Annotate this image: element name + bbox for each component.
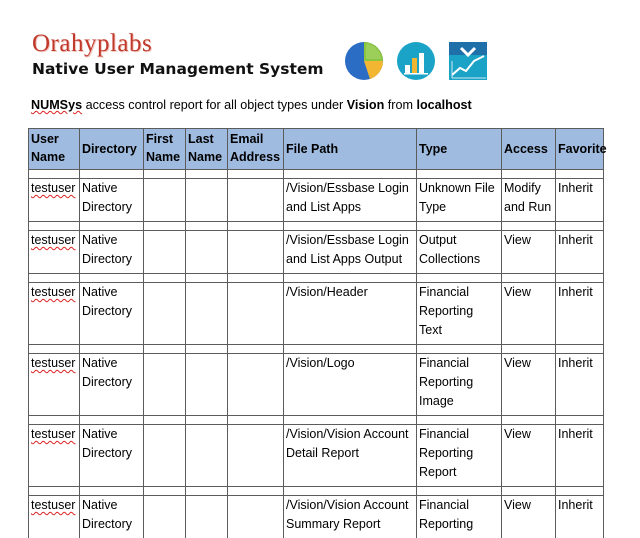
cell-file-path: /Vision/Vision Account Detail Report — [284, 425, 417, 487]
cell-user-name: testuser — [31, 181, 75, 195]
cell-first-name — [144, 496, 186, 538]
table-row — [29, 283, 604, 345]
cell-user-name: testuser — [31, 356, 75, 370]
bar-chart-icon — [396, 41, 436, 81]
cell-type: Output Collections — [417, 231, 502, 274]
cell-file-path: /Vision/Logo — [284, 354, 417, 416]
cell-email — [228, 496, 284, 538]
table-row — [29, 425, 604, 487]
cell-file-path: /Vision/Vision Account Summary Report — [284, 496, 417, 538]
pie-chart-icon — [344, 41, 384, 81]
cell-user-name: testuser — [31, 233, 75, 247]
cell-favorite: Inherit — [556, 231, 604, 274]
cell-user-name: testuser — [31, 285, 75, 299]
cell-email — [228, 283, 284, 345]
brand-subtitle: Native User Management System — [32, 60, 324, 78]
cell-favorite: Inherit — [556, 496, 604, 538]
cell-favorite: Inherit — [556, 283, 604, 345]
cell-type: Unknown File Type — [417, 179, 502, 222]
cell-access: Modify and Run — [502, 179, 556, 222]
cell-first-name — [144, 425, 186, 487]
cell-type: Financial Reporting Report — [417, 425, 502, 487]
cell-directory: Native Directory — [80, 354, 144, 416]
brand-name: Orahyplabs — [32, 30, 324, 57]
col-header-favorite: Favorite — [556, 129, 604, 170]
cell-favorite: Inherit — [556, 179, 604, 222]
folder-name: Vision — [347, 98, 385, 112]
report-text-1: access control report for all object types under — [82, 98, 347, 112]
chart-icons — [344, 41, 488, 81]
col-header-last-name: Last Name — [186, 129, 228, 170]
cell-first-name — [144, 354, 186, 416]
table-row — [29, 179, 604, 222]
table-row — [29, 231, 604, 274]
cell-last-name — [186, 354, 228, 416]
cell-access: View — [502, 425, 556, 487]
col-header-file-path: File Path — [284, 129, 417, 170]
cell-access: View — [502, 496, 556, 538]
app-name: NUMSys — [31, 98, 82, 112]
cell-file-path: /Vision/Header — [284, 283, 417, 345]
col-header-user-name: User Name — [29, 129, 80, 170]
cell-last-name — [186, 425, 228, 487]
report-description — [31, 98, 472, 112]
cell-type: Financial Reporting — [417, 496, 502, 538]
cell-directory: Native Directory — [80, 283, 144, 345]
cell-last-name — [186, 283, 228, 345]
cell-first-name — [144, 179, 186, 222]
cell-last-name — [186, 496, 228, 538]
logo — [32, 30, 324, 78]
cell-user-name: testuser — [31, 498, 75, 512]
cell-email — [228, 231, 284, 274]
table-row — [29, 496, 604, 538]
cell-favorite: Inherit — [556, 425, 604, 487]
cell-directory: Native Directory — [80, 231, 144, 274]
cell-email — [228, 179, 284, 222]
col-header-type: Type — [417, 129, 502, 170]
cell-first-name — [144, 231, 186, 274]
col-header-directory: Directory — [80, 129, 144, 170]
cell-email — [228, 425, 284, 487]
cell-type: Financial Reporting Text — [417, 283, 502, 345]
col-header-access: Access — [502, 129, 556, 170]
cell-file-path: /Vision/Essbase Login and List Apps — [284, 179, 417, 222]
report-text-2: from — [384, 98, 416, 112]
table-header-row — [29, 129, 604, 170]
cell-user-name: testuser — [31, 427, 75, 441]
cell-access: View — [502, 354, 556, 416]
cell-email — [228, 354, 284, 416]
cell-last-name — [186, 179, 228, 222]
access-report-table — [28, 128, 604, 538]
cell-directory: Native Directory — [80, 496, 144, 538]
cell-directory: Native Directory — [80, 179, 144, 222]
col-header-first-name: First Name — [144, 129, 186, 170]
cell-type: Financial Reporting Image — [417, 354, 502, 416]
table-row — [29, 354, 604, 416]
cell-favorite: Inherit — [556, 354, 604, 416]
cell-file-path: /Vision/Essbase Login and List Apps Output — [284, 231, 417, 274]
cell-directory: Native Directory — [80, 425, 144, 487]
host-name: localhost — [416, 98, 471, 112]
col-header-email-address: Email Address — [228, 129, 284, 170]
cell-last-name — [186, 231, 228, 274]
line-chart-icon — [448, 41, 488, 81]
cell-access: View — [502, 231, 556, 274]
cell-first-name — [144, 283, 186, 345]
cell-access: View — [502, 283, 556, 345]
